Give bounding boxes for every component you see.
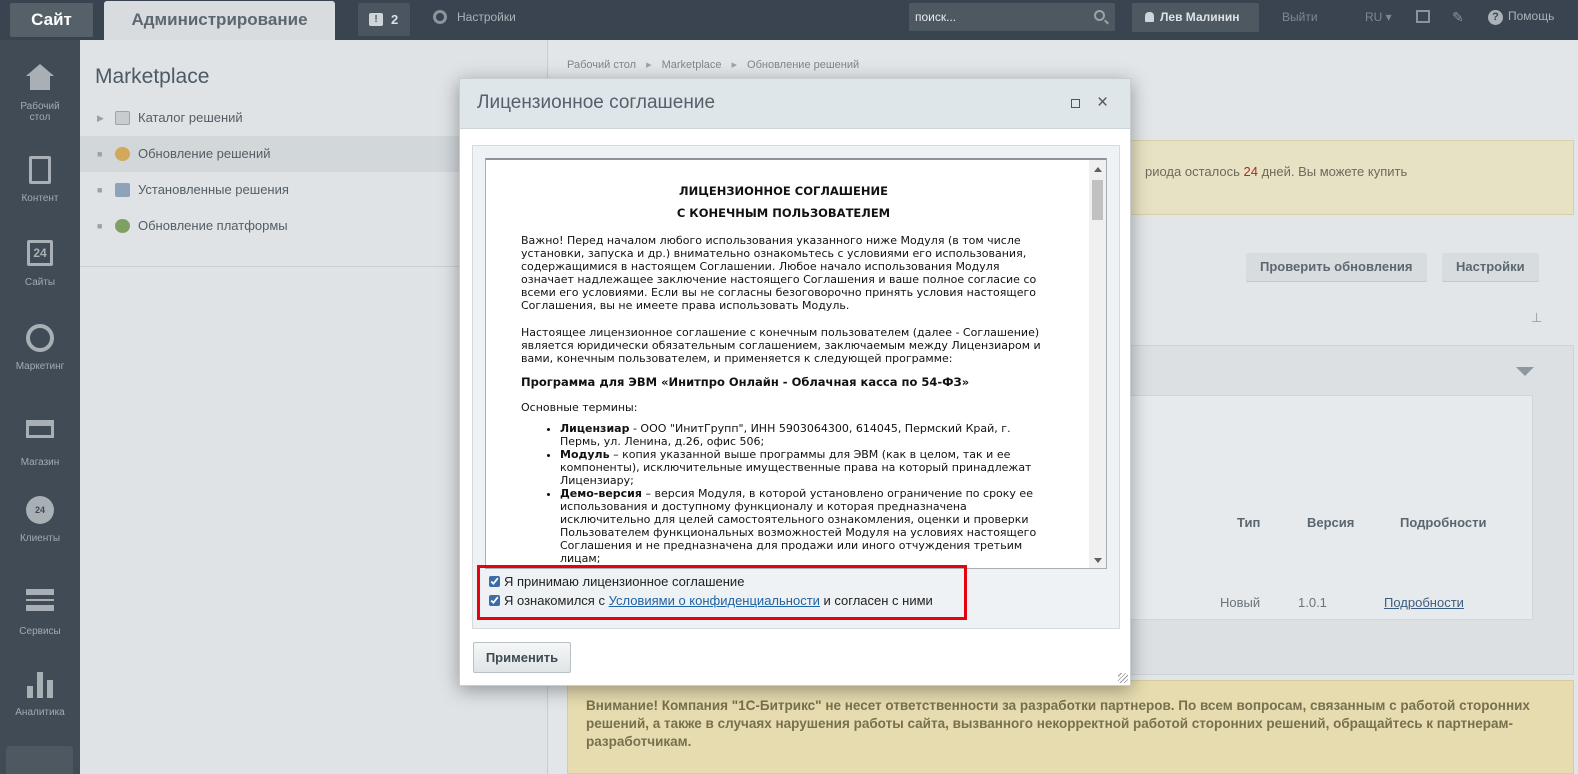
cell-version: 1.0.1 bbox=[1298, 595, 1327, 610]
partner-notice: Внимание! Компания "1С-Битрикс" не несет ответственности за разработки партнеров. По всем вопросам, связанным с работой сторонних решений, а также в случаях нарушения работы сайта, вызванного некорректной работой сторонних решений, обращайтесь к партнерам-разработчикам. bbox=[567, 680, 1574, 774]
bullet-icon: ■ bbox=[97, 149, 103, 159]
sidebar-item-label: Контент bbox=[21, 193, 59, 204]
scroll-thumb[interactable] bbox=[1092, 180, 1103, 220]
apply-button[interactable]: Применить bbox=[473, 642, 571, 673]
search-input[interactable] bbox=[915, 8, 1085, 26]
pin-icon[interactable]: ⊥ bbox=[1531, 310, 1543, 325]
menu-item-label: Обновление решений bbox=[138, 146, 271, 161]
sidebar-item-desktop[interactable] bbox=[0, 64, 80, 123]
pin-icon[interactable]: ✎ bbox=[1452, 9, 1464, 25]
license-dialog bbox=[459, 78, 1131, 686]
breadcrumb: Рабочий стол ▸ Marketplace ▸ Обновление решений bbox=[567, 59, 860, 71]
scroll-up-icon[interactable] bbox=[1094, 167, 1102, 172]
list-item: • Лицензиар - ООО "ИнитГрупп", ИНН 5903064300, 614045, Пермский Край, г. Пермь, ул. Ленина, д.26, офис 506; bbox=[560, 422, 1046, 448]
settings-button[interactable]: Настройки bbox=[1442, 253, 1539, 281]
privacy-label-prefix[interactable]: Я ознакомился с bbox=[504, 593, 609, 608]
help-link[interactable] bbox=[1488, 9, 1554, 25]
license-terms-title: Основные термины: bbox=[521, 401, 638, 414]
sidebar-item-label: Сайты bbox=[24, 277, 56, 288]
expand-arrow-icon[interactable]: ▶ bbox=[97, 113, 104, 123]
calendar-icon: 24 bbox=[24, 240, 56, 270]
license-paragraph: Важно! Перед началом любого использования указанного ниже Модуля (в том числе установки, запуска и др.) внимательно ознакомьтесь с условиями его использования, содержащимися в настоящем Соглашении. Любое начало использования Модуля означает надлежащее заключение настоящего Соглашения и ваше полное согласие со всеми его условиями. Если вы не согласны безоговорочно принять условия настоящего Соглашения, вы не имеете права использовать Модуль. bbox=[521, 234, 1037, 312]
close-icon[interactable]: × bbox=[1097, 92, 1109, 113]
license-paragraph: Настоящее лицензионное соглашение с конечным пользователем (далее - Соглашение) является юридически обязательным соглашением, заключаемым между Лицензиаром и вами, конечным пользователем, и применяется к следующей программе: bbox=[521, 326, 1041, 365]
privacy-terms-link[interactable]: Условиями о конфиденциальности bbox=[608, 593, 820, 608]
settings-link[interactable] bbox=[433, 10, 516, 24]
sidebar-item-analytics[interactable] bbox=[0, 670, 80, 718]
sidebar-item-label: Рабочий стол bbox=[20, 101, 60, 123]
sidebar-item-shop[interactable] bbox=[0, 410, 80, 468]
sidebar-item-clients[interactable] bbox=[0, 496, 80, 544]
top-bar bbox=[0, 0, 1578, 40]
menu-item-label: Установленные решения bbox=[138, 182, 289, 197]
maximize-icon[interactable] bbox=[1071, 99, 1080, 108]
highlight-frame bbox=[477, 565, 967, 620]
sidebar-item-content[interactable] bbox=[0, 156, 80, 204]
column-header-version: Версия bbox=[1307, 515, 1355, 530]
installed-icon bbox=[115, 183, 130, 197]
clients-icon: 24 bbox=[24, 496, 56, 526]
language-select[interactable]: RU ▾ bbox=[1365, 10, 1392, 24]
user-name: Лев Малинин bbox=[1160, 10, 1240, 24]
sidebar-item-label: Сервисы bbox=[19, 626, 61, 637]
breadcrumb-item[interactable]: Рабочий стол bbox=[567, 59, 637, 71]
bullet-icon: ■ bbox=[97, 221, 103, 231]
license-subheading: С КОНЕЧНЫМ ПОЛЬЗОВАТЕЛЕМ bbox=[676, 206, 891, 220]
cell-details-link[interactable]: Подробности bbox=[1384, 595, 1464, 610]
logout-link[interactable]: Выйти bbox=[1282, 10, 1318, 24]
menu-item-label: Обновление платформы bbox=[138, 218, 288, 233]
user-menu[interactable] bbox=[1132, 3, 1259, 32]
license-program: Программа для ЭВМ «Инитпро Онлайн - Облачная касса по 54-ФЗ» bbox=[521, 375, 970, 389]
bullet-icon: ■ bbox=[97, 185, 103, 195]
dialog-header bbox=[460, 79, 1130, 129]
sidebar-item-label: Маркетинг bbox=[15, 361, 65, 372]
sidebar-item-label: Магазин bbox=[20, 457, 60, 468]
license-text-frame[interactable] bbox=[485, 158, 1107, 569]
platform-update-icon bbox=[115, 219, 130, 233]
sidebar-item-services[interactable] bbox=[0, 585, 80, 637]
notification-count: 2 bbox=[391, 12, 399, 27]
license-scrollbar[interactable] bbox=[1089, 160, 1106, 569]
breadcrumb-item[interactable]: Marketplace bbox=[661, 59, 722, 71]
notifications-button[interactable] bbox=[358, 3, 410, 36]
sidebar-item-sites[interactable] bbox=[0, 240, 80, 288]
sidebar-more-button[interactable] bbox=[6, 746, 73, 774]
document-icon bbox=[24, 156, 56, 186]
target-icon bbox=[24, 324, 56, 354]
update-icon bbox=[115, 147, 130, 161]
column-header-details: Подробности bbox=[1400, 515, 1487, 530]
language-label: RU bbox=[1365, 10, 1383, 24]
dialog-body bbox=[472, 145, 1120, 629]
sidebar-item-marketing[interactable] bbox=[0, 324, 80, 372]
scroll-down-icon[interactable] bbox=[1094, 558, 1102, 563]
cell-type: Новый bbox=[1220, 595, 1261, 610]
admin-tab[interactable]: Администрирование bbox=[104, 1, 335, 40]
notification-icon: ! bbox=[369, 13, 383, 26]
breadcrumb-item[interactable]: Обновление решений bbox=[747, 59, 860, 71]
gear-icon bbox=[433, 10, 447, 24]
collapse-arrow-icon[interactable] bbox=[1516, 367, 1534, 376]
sidebar-item-label: Аналитика bbox=[15, 707, 65, 718]
menu-item-label: Каталог решений bbox=[138, 110, 243, 125]
license-terms-list bbox=[560, 422, 1046, 565]
help-label: Помощь bbox=[1508, 9, 1555, 23]
user-icon bbox=[1145, 12, 1154, 22]
help-icon: ? bbox=[1488, 10, 1503, 25]
left-sidebar bbox=[0, 40, 80, 774]
accept-license-label[interactable]: Я принимаю лицензионное соглашение bbox=[504, 574, 745, 589]
trial-days: 24 bbox=[1243, 164, 1258, 179]
column-header-type: Тип bbox=[1237, 515, 1261, 530]
privacy-label-suffix[interactable]: и согласен с ними bbox=[819, 593, 933, 608]
site-tab[interactable]: Сайт bbox=[10, 3, 93, 37]
settings-label: Настройки bbox=[457, 10, 516, 24]
search-box bbox=[909, 3, 1115, 31]
check-updates-button[interactable]: Проверить обновления bbox=[1246, 253, 1427, 281]
chart-icon bbox=[24, 670, 56, 700]
list-item: • Модуль – копия указанной выше программы для ЭВМ (как в целом, так и ее компоненты), исключительные имущественные права на который принадлежат Лицензиару; bbox=[560, 448, 1046, 487]
license-heading: ЛИЦЕНЗИОННОЕ СОГЛАШЕНИЕ bbox=[679, 184, 888, 198]
dialog-title: Лицензионное соглашение bbox=[477, 92, 716, 113]
list-item: • Демо-версия – версия Модуля, в которой установлено ограничение по сроку ее использования и доступному функционалу и которая предназначена исключительно для целей самостоятельного ознакомления, оценки и проверки Пользователем функциональных возможностей Модуля на условиях настоящего Соглашения и не предназначена для продажи или иного отчуждения третьим лицам; bbox=[560, 487, 1046, 565]
catalog-icon bbox=[115, 111, 130, 125]
menu-title: Marketplace bbox=[95, 65, 210, 88]
basket-icon bbox=[24, 420, 56, 450]
layers-icon bbox=[24, 589, 56, 619]
search-icon[interactable] bbox=[1094, 10, 1105, 21]
resize-handle[interactable] bbox=[1118, 673, 1128, 683]
home-icon bbox=[24, 64, 56, 94]
panel-toggle-icon[interactable] bbox=[1416, 10, 1430, 23]
trial-warning-text: риода осталось 24 дней. Вы можете купить bbox=[1145, 164, 1408, 179]
license-text bbox=[521, 185, 1046, 565]
sidebar-item-label: Клиенты bbox=[19, 533, 61, 544]
